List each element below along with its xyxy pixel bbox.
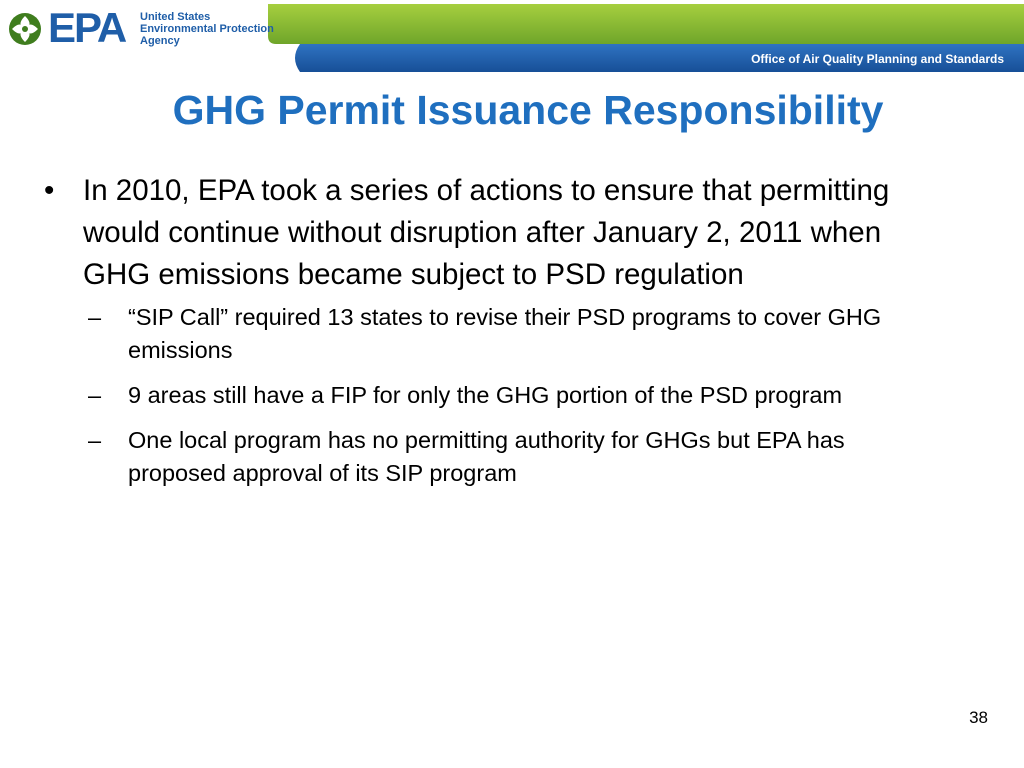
- agency-line: Agency: [140, 35, 180, 47]
- bullet-item: [44, 170, 944, 296]
- agency-line: United States: [140, 11, 211, 23]
- agency-line: Environmental Protection: [140, 23, 274, 35]
- bullet-text: In 2010, EPA took a series of actions to ensure that permitting would continue without disruption after January 2, 2011 when GHG emissions became subject to PSD regulation: [83, 174, 890, 291]
- sub-bullet-text: 9 areas still have a FIP for only the GHG portion of the PSD program: [128, 382, 843, 408]
- agency-name: [140, 11, 274, 47]
- office-name: Office of Air Quality Planning and Standards: [751, 52, 1004, 66]
- sub-bullet-item: [88, 379, 944, 412]
- slide-body: [44, 170, 944, 502]
- header-green-band: [268, 4, 1024, 44]
- sub-bullet-marker: –: [88, 382, 102, 408]
- sub-bullet-text: One local program has no permitting authority for GHGs but EPA has proposed approval of its SIP program: [128, 427, 845, 486]
- epa-flower-icon: [8, 12, 42, 46]
- sub-bullet-list: [44, 301, 944, 490]
- sub-bullet-item: [88, 424, 944, 490]
- sub-bullet-item: [88, 301, 944, 367]
- page-number: 38: [969, 708, 988, 727]
- sub-bullet-marker: –: [88, 427, 102, 453]
- sub-bullet-text: “SIP Call” required 13 states to revise their PSD programs to cover GHG emissions: [128, 304, 882, 363]
- sub-bullet-marker: –: [88, 304, 102, 330]
- logo-word: EPA: [48, 4, 126, 51]
- epa-logo: [8, 6, 278, 54]
- bullet-marker: •: [44, 174, 55, 207]
- slide-title: GHG Permit Issuance Responsibility: [172, 87, 884, 133]
